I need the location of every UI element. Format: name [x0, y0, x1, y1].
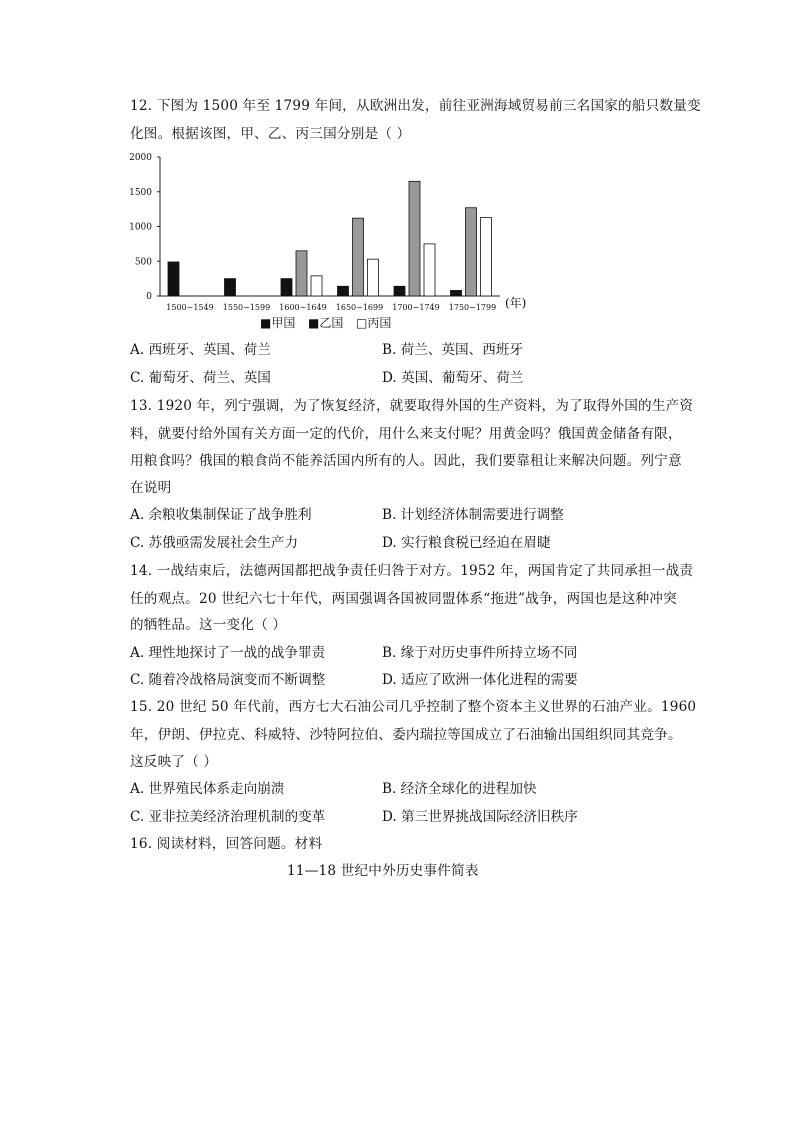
y-tick-label: 2000 — [129, 153, 152, 163]
bar-yi — [409, 181, 420, 296]
q13-option-d[interactable]: D. 实行粮食税已经迫在眉睫 — [382, 535, 551, 551]
bar-jia — [281, 279, 292, 296]
bar-yi — [353, 218, 364, 296]
bar-bing — [311, 276, 322, 296]
x-tick-label: 1650~1699 — [335, 303, 384, 312]
x-tick-label: 1750~1799 — [448, 303, 497, 312]
q13-stem-line4: 在说明 — [130, 480, 172, 496]
q13-stem-line2: 料，就要付给外国有关方面一定的代价，用什么来支付呢？用黄金吗？俄国黄金储备有限， — [130, 426, 682, 442]
y-tick-label: 1500 — [129, 187, 152, 198]
bar-jia — [338, 286, 349, 296]
chart-legend — [260, 316, 391, 330]
q12-option-d[interactable]: D. 英国、葡萄牙、荷兰 — [382, 370, 524, 386]
q13-option-b[interactable]: B. 计划经济体制需要进行调整 — [382, 507, 564, 523]
q14-stem-line2: 任的观点。20 世纪六七十年代，两国强调各国被同盟体系“拖进”战争，两国也是这种冲突 — [130, 591, 677, 607]
q13-option-a[interactable]: A. 余粮收集制保证了战争胜利 — [130, 507, 312, 523]
y-tick-label: 500 — [134, 257, 152, 268]
q15-stem-line3: 这反映了（ ） — [130, 754, 218, 770]
x-tick-label: 1600~1649 — [279, 303, 327, 312]
x-tick-label: 1700~1749 — [392, 303, 440, 312]
q14-stem-line1: 14. 一战结束后，法德两国都把战争责任归咎于对方。1952 年，两国肯定了共同承担一战责 — [130, 563, 694, 579]
x-axis-labels — [166, 303, 496, 312]
q14-option-a[interactable]: A. 理性地探讨了一战的战争罪责 — [130, 645, 326, 661]
q12-stem-line2: 化图。根据该图，甲、乙、丙三国分别是（ ） — [130, 126, 411, 142]
x-tick-label: 1550~1599 — [222, 303, 271, 312]
q13-stem-line3: 用粮食吗？俄国的粮食尚不能养活国内所有的人。因此，我们要靠租让来解决问题。列宁意 — [130, 453, 682, 469]
q12-option-a[interactable]: A. 西班牙、英国、荷兰 — [130, 342, 271, 358]
bar-jia — [394, 286, 405, 296]
q13-option-c[interactable]: C. 苏俄亟需发展社会生产力 — [130, 535, 299, 551]
bar-groups — [168, 181, 492, 296]
bar-jia — [451, 290, 462, 296]
x-tick-label: 1500~1549 — [166, 303, 214, 312]
q14-option-b[interactable]: B. 缘于对历史事件所持立场不同 — [382, 645, 578, 661]
legend-bing: □丙国 — [356, 316, 392, 330]
q15-option-d[interactable]: D. 第三世界挑战国际经济旧秩序 — [382, 809, 578, 825]
q15-stem-line1: 15. 20 世纪 50 年代前，西方七大石油公司几乎控制了整个资本主义世界的石油产业。1960 — [130, 699, 697, 715]
x-axis-unit: (年) — [505, 296, 527, 310]
q14-option-c[interactable]: C. 随着冷战格局演变而不断调整 — [130, 672, 326, 688]
q15-option-a[interactable]: A. 世界殖民体系走向崩溃 — [130, 781, 285, 797]
legend-jia: ■甲国 — [260, 316, 296, 330]
q14-option-d[interactable]: D. 适应了欧洲一体化进程的需要 — [382, 672, 578, 688]
q13-stem-line1: 13. 1920 年，列宁强调，为了恢复经济，就要取得外国的生产资料，为了取得外国的生产资 — [130, 398, 694, 414]
bar-bing — [481, 217, 492, 296]
q14-stem-line3: 的牺牲品。这一变化（ ） — [130, 617, 287, 633]
bar-yi — [466, 208, 477, 296]
bar-jia — [168, 262, 179, 296]
y-tick-label: 1000 — [129, 222, 152, 233]
q12-option-c[interactable]: C. 葡萄牙、荷兰、英国 — [130, 370, 271, 386]
q12-stem-line1: 12. 下图为 1500 年至 1799 年间，从欧洲出发，前往亚洲海域贸易前三名国家的船只数量变 — [130, 98, 701, 114]
bar-jia — [225, 279, 236, 296]
bar-bing — [424, 244, 435, 296]
ship-count-bar-chart — [128, 150, 528, 340]
legend-yi: ■乙国 — [308, 316, 344, 330]
y-axis-ticks — [129, 153, 160, 302]
q15-stem-line2: 年，伊朗、伊拉克、科威特、沙特阿拉伯、委内瑞拉等国成立了石油输出国组织同其竞争。 — [130, 727, 682, 743]
bar-bing — [368, 259, 379, 296]
q12-option-b[interactable]: B. 荷兰、英国、西班牙 — [382, 342, 523, 358]
q15-option-b[interactable]: B. 经济全球化的进程加快 — [382, 781, 537, 797]
q16-stem-line1: 16. 阅读材料，回答问题。材料 — [130, 836, 323, 852]
q16-table-title: 11—18 世纪中外历史事件简表 — [287, 863, 479, 879]
q15-option-c[interactable]: C. 亚非拉美经济治理机制的变革 — [130, 809, 326, 825]
y-tick-label: 0 — [146, 292, 152, 302]
bar-yi — [296, 251, 307, 296]
